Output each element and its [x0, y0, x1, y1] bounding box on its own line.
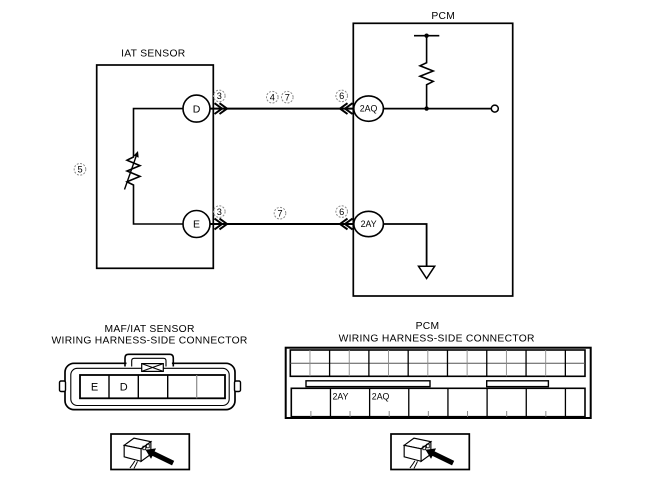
cavity-d-label: D [119, 381, 128, 394]
callout-3-bottom-label: 3 [216, 206, 222, 217]
maf-connector-title-line1: MAF/IAT SENSOR [104, 324, 195, 335]
callout-5 [74, 164, 86, 176]
callout-6-top [336, 90, 348, 102]
cavity-e-label: E [90, 381, 99, 394]
callout-3-top [214, 90, 226, 102]
terminal-e-label: E [192, 218, 201, 231]
shell-notch-left [60, 381, 66, 392]
iat-sensor-title: IAT SENSOR [121, 48, 186, 60]
pcm-harness-connector [286, 321, 591, 418]
schematic [74, 11, 512, 296]
callout-7-top [282, 91, 294, 103]
callout-3-bottom [214, 206, 226, 218]
callout-5-label: 5 [77, 164, 83, 175]
connector-chevrons [215, 103, 353, 229]
view-direction-boxes [111, 434, 469, 470]
pcm-block [353, 11, 512, 296]
pcm-upper-pin-grid [290, 350, 585, 376]
output-node-circle [491, 105, 498, 112]
pcm-lower-pin-grid [291, 388, 585, 416]
connector-view-icon [404, 438, 454, 468]
pin-2ay-label: 2AY [332, 391, 349, 402]
iat-sensor-block [74, 48, 213, 268]
pin-2aq-label: 2AQ [371, 391, 390, 402]
lower-grid-major-lines [330, 388, 565, 416]
connector-slot-right [487, 381, 549, 387]
callout-7-bottom [274, 207, 286, 219]
connector-view-icon [124, 438, 174, 468]
pcm-outline [353, 23, 512, 296]
callout-7-top-label: 7 [284, 92, 290, 103]
callout-6-top-label: 6 [339, 91, 345, 102]
harness-wires [209, 109, 354, 224]
maf-connector-title-line2: WIRING HARNESS-SIDE CONNECTOR [51, 335, 248, 347]
lower-grid-ticks [311, 411, 546, 417]
pcm-title: PCM [431, 10, 456, 22]
lock-bowtie-icon [142, 364, 164, 372]
terminal-2ay-label: 2AY [360, 219, 377, 230]
callout-4-top-label: 4 [269, 92, 275, 103]
callout-6-bottom-label: 6 [339, 206, 345, 217]
pcm-connector-title-line1: PCM [415, 320, 440, 332]
power-node-dot [424, 34, 428, 38]
connector-slot-left [306, 381, 430, 387]
thermistor-symbol [127, 109, 183, 224]
pcm-connector-title-line2: WIRING HARNESS-SIDE CONNECTOR [338, 333, 535, 345]
terminal-d-label: D [192, 103, 201, 116]
callout-3-top-label: 3 [216, 91, 222, 102]
terminal-2aq-label: 2AQ [359, 103, 378, 114]
cavity-row [80, 375, 225, 398]
callout-7-bottom-label: 7 [277, 208, 283, 219]
shell-notch-right [235, 381, 241, 392]
callout-6-bottom [336, 206, 348, 218]
maf-iat-connector [52, 324, 248, 410]
callout-4-top [267, 91, 279, 103]
